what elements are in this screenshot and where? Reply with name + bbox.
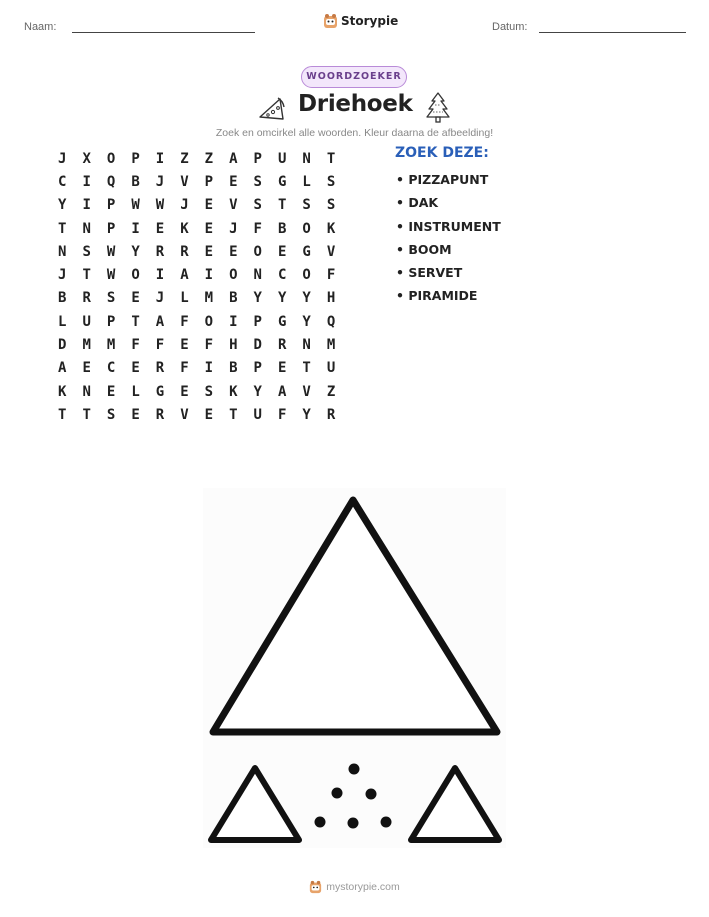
grid-letter[interactable]: P — [204, 173, 214, 190]
grid-letter[interactable]: Z — [204, 150, 214, 167]
grid-letter[interactable]: U — [277, 150, 287, 167]
grid-letter[interactable]: Y — [253, 290, 262, 307]
footer-url[interactable]: mystorypie.com — [326, 881, 400, 893]
name-line[interactable] — [72, 32, 255, 33]
grid-letter[interactable]: V — [180, 173, 189, 190]
grid-letter[interactable]: K — [326, 220, 336, 237]
grid-letter[interactable]: O — [204, 313, 214, 330]
grid-letter[interactable]: Y — [58, 197, 67, 214]
grid-letter[interactable]: E — [204, 243, 214, 260]
grid-letter[interactable]: O — [302, 267, 311, 284]
grid-letter[interactable]: O — [106, 150, 116, 167]
grid-letter[interactable]: J — [155, 173, 165, 190]
grid-letter[interactable]: T — [326, 150, 336, 167]
grid-letter[interactable]: I — [155, 150, 165, 167]
grid-row — [50, 194, 343, 217]
grid-letter[interactable]: Y — [277, 290, 287, 307]
grid-letter[interactable]: E — [180, 383, 189, 400]
grid-letter[interactable]: U — [326, 360, 336, 377]
grid-letter[interactable]: G — [277, 173, 287, 190]
grid-letter[interactable]: T — [82, 406, 91, 423]
grid-letter[interactable]: P — [253, 313, 262, 330]
grid-letter[interactable]: B — [277, 220, 287, 237]
grid-letter[interactable]: E — [131, 290, 140, 307]
grid-letter[interactable]: U — [253, 406, 262, 423]
grid-letter[interactable]: S — [82, 243, 91, 260]
grid-letter[interactable]: V — [229, 197, 238, 214]
grid-letter[interactable]: V — [302, 383, 311, 400]
grid-letter[interactable]: S — [106, 290, 116, 307]
grid-row — [50, 287, 343, 310]
grid-letter[interactable]: F — [277, 406, 287, 423]
grid-letter[interactable]: P — [253, 150, 262, 167]
grid-letter[interactable]: J — [58, 150, 67, 167]
grid-letter[interactable]: S — [253, 197, 262, 214]
grid-letter[interactable]: S — [326, 173, 336, 190]
grid-letter[interactable]: T — [58, 220, 67, 237]
grid-row — [50, 263, 343, 286]
grid-letter[interactable]: P — [106, 220, 116, 237]
grid-letter[interactable]: E — [277, 360, 287, 377]
grid-letter[interactable]: R — [82, 290, 91, 307]
grid-letter[interactable]: L — [302, 173, 311, 190]
grid-row — [50, 310, 343, 333]
grid-letter[interactable]: E — [131, 360, 140, 377]
grid-letter[interactable]: W — [106, 267, 116, 284]
triangle-coloring-picture[interactable] — [203, 488, 506, 848]
grid-letter[interactable]: I — [229, 313, 238, 330]
grid-row — [50, 357, 343, 380]
grid-letter[interactable]: R — [326, 406, 336, 423]
grid-letter[interactable]: N — [302, 337, 311, 354]
grid-letter[interactable]: E — [229, 243, 238, 260]
grid-letter[interactable]: X — [82, 150, 91, 167]
word-item: • INSTRUMENT — [396, 218, 501, 234]
grid-letter[interactable]: J — [58, 267, 67, 284]
grid-letter[interactable]: A — [180, 267, 189, 284]
grid-letter[interactable]: Y — [131, 243, 140, 260]
grid-letter[interactable]: N — [58, 243, 67, 260]
grid-letter[interactable]: A — [58, 360, 67, 377]
word-list — [396, 172, 501, 312]
grid-letter[interactable]: Y — [302, 290, 311, 307]
grid-letter[interactable]: S — [106, 406, 116, 423]
grid-letter[interactable]: E — [229, 173, 238, 190]
grid-letter[interactable]: Y — [253, 383, 262, 400]
grid-letter[interactable]: T — [82, 267, 91, 284]
word-item: • DAK — [396, 195, 439, 211]
grid-letter[interactable]: I — [204, 267, 214, 284]
grid-letter[interactable]: A — [229, 150, 238, 167]
grid-row — [50, 217, 343, 240]
grid-letter[interactable]: E — [277, 243, 287, 260]
grid-letter[interactable]: C — [58, 173, 67, 190]
pizza-slice-icon — [256, 93, 286, 123]
grid-letter[interactable]: T — [58, 406, 67, 423]
storypie-logo-icon — [323, 13, 338, 29]
worksheet-type-badge: WOORDZOEKER — [301, 66, 407, 88]
grid-letter[interactable]: R — [155, 360, 165, 377]
grid-letter[interactable]: Q — [106, 173, 116, 190]
grid-letter[interactable]: P — [131, 150, 140, 167]
grid-letter[interactable]: K — [180, 220, 189, 237]
grid-letter[interactable]: N — [302, 150, 311, 167]
grid-letter[interactable]: P — [253, 360, 262, 377]
grid-letter[interactable]: E — [204, 197, 214, 214]
grid-letter[interactable]: E — [106, 383, 116, 400]
grid-letter[interactable]: E — [155, 220, 165, 237]
grid-letter[interactable]: H — [326, 290, 336, 307]
grid-letter[interactable]: A — [277, 383, 287, 400]
grid-letter[interactable]: L — [131, 383, 140, 400]
grid-letter[interactable]: F — [326, 267, 336, 284]
grid-letter[interactable]: S — [326, 197, 336, 214]
grid-letter[interactable]: P — [106, 313, 116, 330]
grid-letter[interactable]: Q — [326, 313, 336, 330]
grid-row — [50, 380, 343, 403]
instructions: Zoek en omcirkel alle woorden. Kleur daarna de afbeelding! — [215, 127, 494, 139]
grid-letter[interactable]: R — [277, 337, 287, 354]
storypie-logo-icon — [309, 880, 322, 894]
grid-letter[interactable]: F — [180, 313, 189, 330]
grid-letter[interactable]: P — [106, 197, 116, 214]
grid-letter[interactable]: D — [58, 337, 67, 354]
grid-letter[interactable]: M — [106, 337, 116, 354]
grid-letter[interactable]: I — [204, 360, 214, 377]
grid-letter[interactable]: U — [82, 313, 91, 330]
brand — [323, 13, 398, 29]
pine-tree-icon — [424, 91, 452, 123]
grid-letter[interactable]: N — [82, 383, 91, 400]
grid-row — [50, 333, 343, 356]
grid-letter[interactable]: A — [155, 313, 165, 330]
grid-letter[interactable]: O — [229, 267, 238, 284]
grid-letter[interactable]: R — [155, 406, 165, 423]
grid-letter[interactable]: B — [131, 173, 140, 190]
grid-letter[interactable]: J — [180, 197, 189, 214]
grid-letter[interactable]: F — [180, 360, 189, 377]
grid-letter[interactable]: T — [277, 197, 287, 214]
grid-letter[interactable]: B — [229, 360, 238, 377]
grid-letter[interactable]: F — [131, 337, 140, 354]
grid-letter[interactable]: R — [180, 243, 189, 260]
grid-letter[interactable]: I — [82, 197, 91, 214]
grid-letter[interactable]: C — [106, 360, 116, 377]
grid-letter[interactable]: G — [155, 383, 165, 400]
grid-letter[interactable]: O — [302, 220, 311, 237]
grid-letter[interactable]: S — [204, 383, 214, 400]
grid-letter[interactable]: O — [253, 243, 262, 260]
brand-name: Storypie — [341, 14, 399, 28]
grid-letter[interactable]: J — [155, 290, 165, 307]
grid-letter[interactable]: T — [229, 406, 238, 423]
grid-letter[interactable]: N — [253, 267, 262, 284]
grid-letter[interactable]: I — [82, 173, 91, 190]
grid-row — [50, 170, 343, 193]
grid-row — [50, 403, 343, 426]
grid-letter[interactable]: K — [58, 383, 67, 400]
name-label: Naam: — [24, 21, 57, 33]
grid-letter[interactable]: I — [155, 267, 165, 284]
grid-letter[interactable]: F — [253, 220, 262, 237]
grid-letter[interactable]: E — [82, 360, 91, 377]
title-row — [250, 91, 460, 125]
word-item: • PIRAMIDE — [396, 288, 478, 304]
letter-grid — [50, 147, 343, 427]
grid-letter[interactable]: N — [82, 220, 91, 237]
grid-letter[interactable]: S — [302, 197, 311, 214]
date-label: Datum: — [492, 21, 528, 33]
grid-letter[interactable]: T — [131, 313, 140, 330]
grid-letter[interactable]: V — [180, 406, 189, 423]
grid-letter[interactable]: S — [253, 173, 262, 190]
grid-letter[interactable]: O — [131, 267, 140, 284]
grid-letter[interactable]: M — [82, 337, 91, 354]
grid-letter[interactable]: H — [229, 337, 238, 354]
grid-letter[interactable]: V — [326, 243, 336, 260]
grid-letter[interactable]: E — [204, 406, 214, 423]
grid-letter[interactable]: L — [58, 313, 67, 330]
grid-letter[interactable]: L — [180, 290, 189, 307]
grid-letter[interactable]: B — [229, 290, 238, 307]
grid-letter[interactable]: E — [131, 406, 140, 423]
grid-letter[interactable]: E — [204, 220, 214, 237]
grid-letter[interactable]: F — [155, 337, 165, 354]
word-list-title: ZOEK DEZE: — [395, 145, 489, 161]
grid-letter[interactable]: M — [326, 337, 336, 354]
grid-letter[interactable]: K — [229, 383, 238, 400]
grid-letter[interactable]: R — [155, 243, 165, 260]
grid-row — [50, 240, 343, 263]
grid-letter[interactable]: D — [253, 337, 262, 354]
date-line[interactable] — [539, 32, 686, 33]
grid-letter[interactable]: Z — [326, 383, 336, 400]
grid-letter[interactable]: E — [180, 337, 189, 354]
grid-letter[interactable]: Y — [302, 313, 311, 330]
grid-letter[interactable]: C — [277, 267, 287, 284]
grid-letter[interactable]: I — [131, 220, 140, 237]
grid-letter[interactable]: T — [302, 360, 311, 377]
grid-letter[interactable]: F — [204, 337, 214, 354]
page-title: Driehoek — [298, 91, 413, 117]
grid-letter[interactable]: B — [58, 290, 67, 307]
grid-row — [50, 147, 343, 170]
footer — [0, 880, 709, 894]
word-item: • PIZZAPUNT — [396, 172, 489, 187]
grid-letter[interactable]: W — [155, 197, 165, 214]
grid-letter[interactable]: J — [229, 220, 238, 237]
grid-letter[interactable]: G — [277, 313, 287, 330]
grid-letter[interactable]: W — [131, 197, 140, 214]
word-item: • SERVET — [396, 265, 463, 281]
grid-letter[interactable]: W — [106, 243, 116, 260]
grid-letter[interactable]: G — [302, 243, 311, 260]
grid-letter[interactable]: M — [204, 290, 214, 307]
grid-letter[interactable]: Y — [302, 406, 311, 423]
grid-letter[interactable]: Z — [180, 150, 189, 167]
word-item: • BOOM — [396, 241, 452, 257]
